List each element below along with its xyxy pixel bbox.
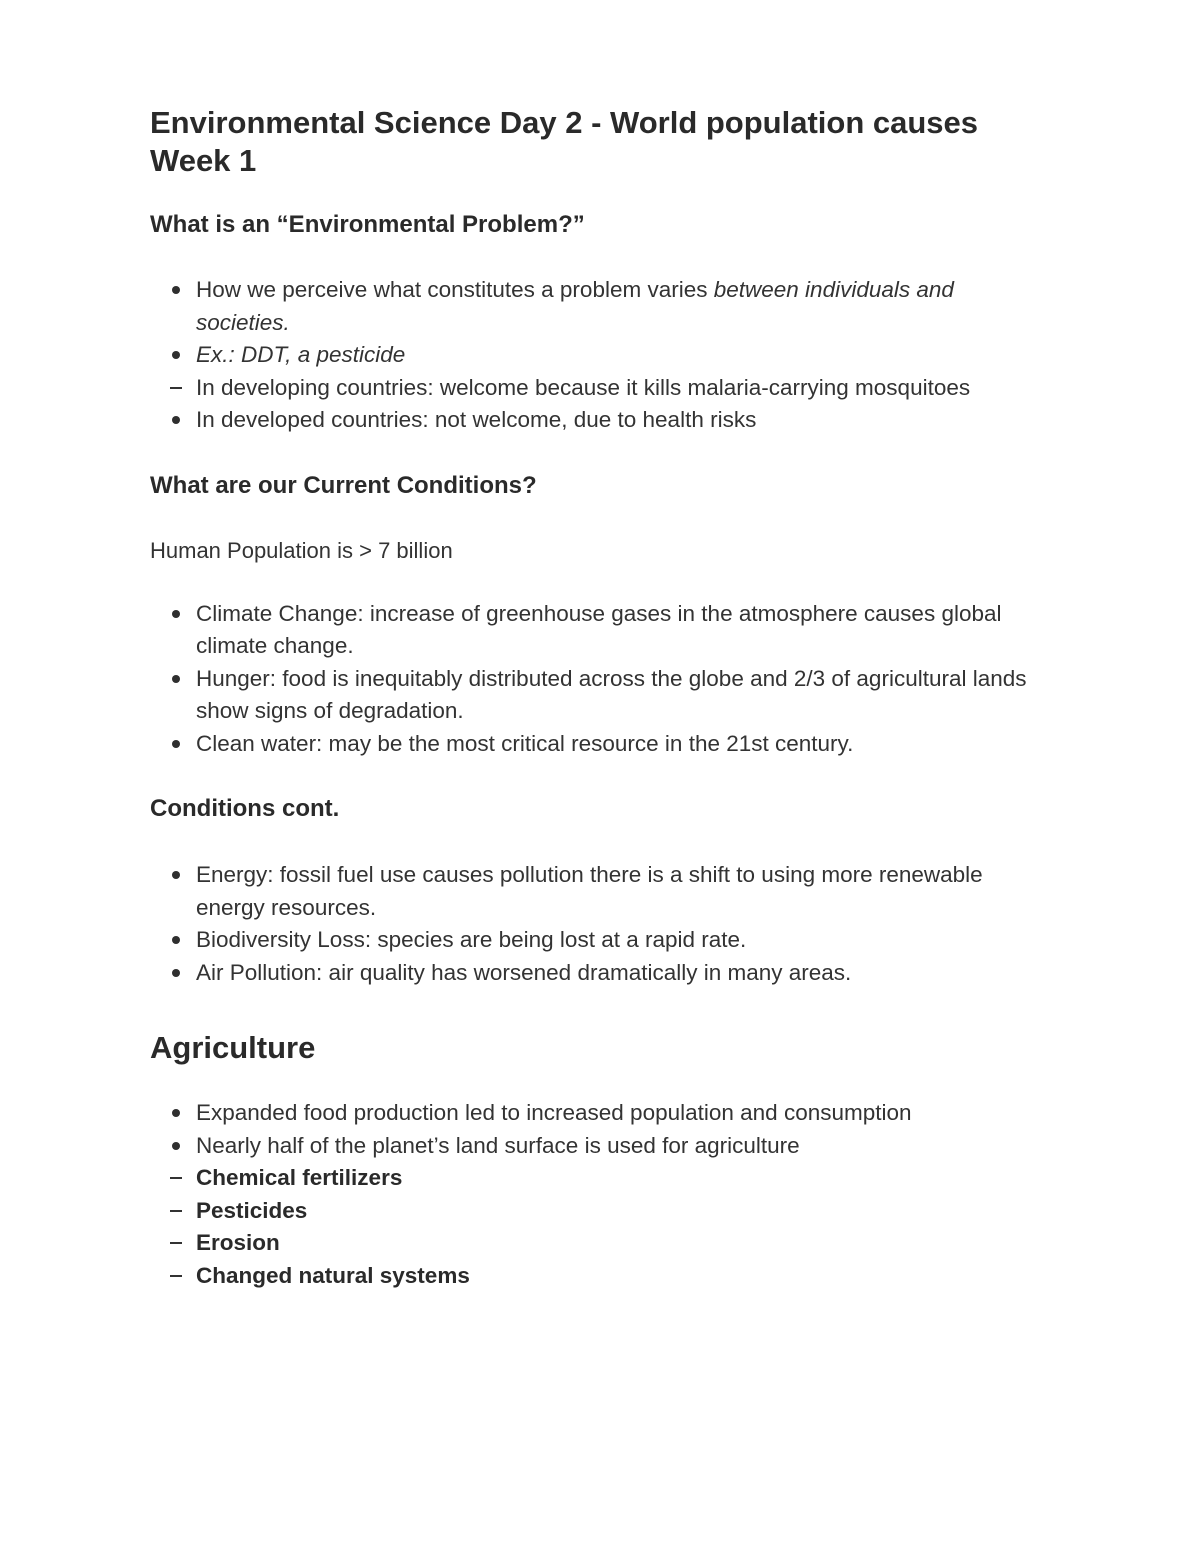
bullet-icon <box>168 663 184 696</box>
document-page <box>150 104 1070 1292</box>
list-item <box>150 728 1070 761</box>
list-item <box>150 404 1050 437</box>
dash-icon <box>168 1227 184 1260</box>
list-item-emphasis: between individuals and societies. <box>196 277 954 335</box>
list-item-text: Clean water: may be the most critical resource in the 21st century. <box>196 730 854 756</box>
list-item-text: Expanded food production led to increased population and consumption <box>196 1100 912 1125</box>
population-statement: Human Population is > 7 billion <box>150 537 453 563</box>
list-item <box>150 274 1050 339</box>
list-item <box>150 1227 1070 1260</box>
dash-icon <box>168 1195 184 1228</box>
list-item-text: Energy: fossil fuel use causes pollution there is a shift to using more renewable energy resources. <box>196 862 983 920</box>
list-item-text: In developed countries: not welcome, due to health risks <box>196 407 757 432</box>
dash-icon <box>168 1162 184 1195</box>
bullet-icon <box>168 274 184 307</box>
section-heading-agriculture: Agriculture <box>150 1030 316 1065</box>
list-item-text: In developing countries: welcome because it kills malaria-carrying mosquitoes <box>196 374 971 400</box>
list-item-text: Climate Change: increase of greenhouse gases in the atmosphere causes global climate change. <box>196 600 1002 658</box>
bullet-icon <box>168 1097 184 1130</box>
list-item-text: Pesticides <box>196 1197 308 1223</box>
list-item-text: Erosion <box>196 1230 280 1255</box>
section-heading-environmental-problem: What is an “Environmental Problem?” <box>150 211 585 238</box>
section-heading-conditions-cont: Conditions cont. <box>150 795 340 822</box>
list-item-text: Biodiversity Loss: species are being lost at a rapid rate. <box>196 927 747 952</box>
bullet-icon <box>168 859 184 892</box>
list-item <box>150 1162 1070 1195</box>
list-item-text: Air Pollution: air quality has worsened dramatically in many areas. <box>196 959 852 985</box>
list-item <box>150 1260 1070 1293</box>
environmental-problem-list <box>150 274 1050 437</box>
section-heading-current-conditions: What are our Current Conditions? <box>150 471 537 499</box>
bullet-icon <box>168 924 184 957</box>
list-item <box>150 957 1030 990</box>
list-item-text: Nearly half of the planet’s land surface is used for agriculture <box>196 1132 800 1158</box>
bullet-icon <box>168 1130 184 1163</box>
list-item-text: Chemical fertilizers <box>196 1165 403 1190</box>
list-item-text: Changed natural systems <box>196 1262 470 1288</box>
bullet-icon <box>168 957 184 990</box>
title-line-1: Environmental Science Day 2 - World population causes <box>150 105 979 140</box>
list-item <box>150 598 1070 663</box>
list-item-text: How we perceive what constitutes a problem varies <box>196 277 714 302</box>
list-item-text: Ex.: DDT, a pesticide <box>196 342 406 367</box>
list-item <box>150 1097 1070 1130</box>
bullet-icon <box>168 404 184 437</box>
dash-icon <box>168 372 184 405</box>
agriculture-list <box>150 1097 1070 1292</box>
title-line-2: Week 1 <box>150 143 257 178</box>
list-item <box>150 663 1070 728</box>
list-item <box>150 1130 1070 1163</box>
bullet-icon <box>168 728 184 761</box>
bullet-icon <box>168 598 184 631</box>
list-item <box>150 339 1050 372</box>
conditions-cont-list <box>150 859 1030 989</box>
list-item <box>150 859 1030 924</box>
dash-icon <box>168 1260 184 1293</box>
bullet-icon <box>168 339 184 372</box>
document-title <box>150 104 1070 180</box>
list-item <box>150 924 1030 957</box>
current-conditions-list <box>150 598 1070 761</box>
list-item <box>150 1195 1070 1228</box>
list-item-text: Hunger: food is inequitably distributed across the globe and 2/3 of agricultural lands show signs of degradation. <box>196 665 1027 723</box>
list-item <box>150 372 1050 405</box>
